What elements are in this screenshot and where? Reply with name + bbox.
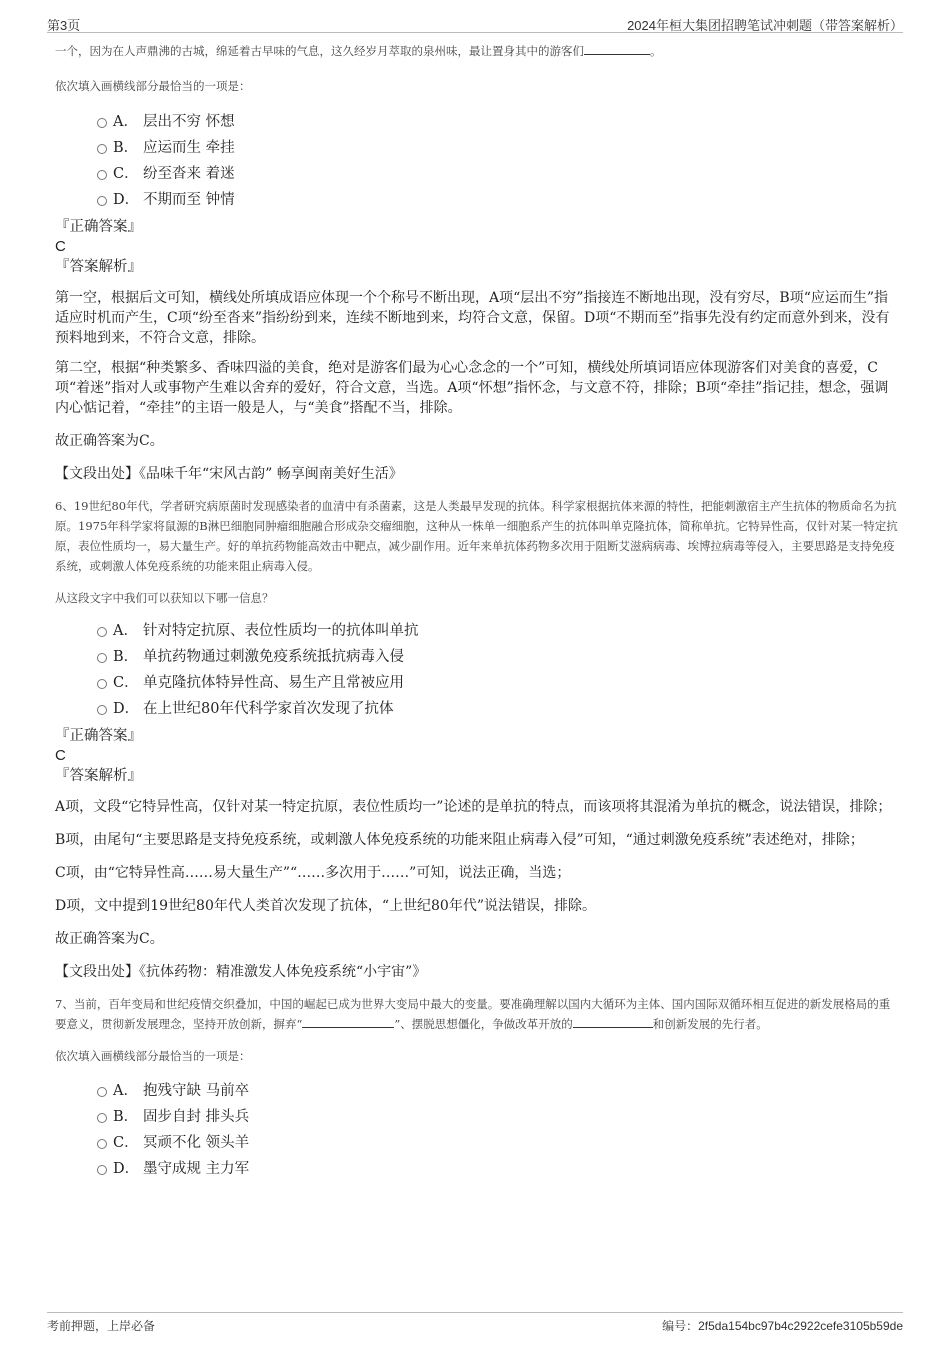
q6-passage: 6、19世纪80年代，学者研究病原菌时发现感染者的血清中有杀菌素，这是人类最早发现的抗体。科学家根据抗体来源的特性，把能刺激宿主产生抗体的物质命名为抗原。1975年科学家将鼠源的B淋巴细胞同肿瘤细胞融合形成杂交瘤细胞，这种从一株单一细胞系产生的抗体叫单克隆抗体，简称单抗。它特异性高，仅针对某一特定抗原，表位性质均一，易大量生产。好的单抗药物能高效击中靶点，减少副作用。近年来单抗体药物多次用于阻断艾滋病病毒、埃博拉病毒等侵入，主要思路是支持免疫系统，或刺激人体免疫系统的功能来阻止病毒入侵。 [55,499,898,573]
q6-analysis-label: 『答案解析』 [55,768,142,784]
q5-analysis-1: 第一空，根据后文可知，横线处所填成语应体现一个个称号不断出现，A项“层出不穷”指接连不断地出现，没有穷尽，B项“应运而生”指适应时机而产生，C项“纷至沓来”指纷纷到来，连续不断地到来，均符合文意，保留。D项“不期而至”指事先没有约定而意外到来，没有预料地到来，不符合文意，排除。 [55,290,890,346]
q5-analysis-3: 故正确答案为C。 [55,433,164,449]
page-footer [47,1312,903,1335]
q6-option-d[interactable]: D． 在上世纪80年代科学家首次发现了抗体 [55,696,898,722]
q7-option-a[interactable]: A． 抱残守缺 马前卒 [55,1078,898,1104]
radio-icon[interactable] [97,627,107,637]
q7-text-a: 7、当前，百年变局和世纪疫情交织叠加，中国的崛起已成为世界大变局中最大的变量。要准确理解以国内大循环为主体、国内国际双循环相互促进的新发展格局的重要意义，贯彻新发展理念，坚持开放创新，摒弃“ [55,997,891,1031]
q6-prompt: 从这段文字中我们可以获知以下哪一信息？ [55,591,274,605]
radio-icon[interactable] [97,1165,107,1175]
radio-icon[interactable] [97,679,107,689]
q7-passage [55,994,898,1034]
q5-source: 【文段出处】《品味千年“宋风古韵” 畅享闽南美好生活》 [55,466,403,482]
q6-options [55,618,898,722]
q5-option-a[interactable]: A． 层出不穷 怀想 [55,109,898,135]
document-code [662,1317,903,1334]
q7-blank-1 [302,1015,394,1028]
q5-answer: C [55,238,66,255]
radio-icon[interactable] [97,1139,107,1149]
page-number: 第3页 [47,18,81,33]
code-value: 2f5da154bc97b4c2922cefe3105b59de [698,1319,903,1333]
radio-icon[interactable] [97,118,107,128]
q6-answer: C [55,747,66,764]
page-header [47,12,903,33]
q5-passage-tail [55,41,898,61]
q5-passage-text: 一个，因为在人声鼎沸的古城，绵延着古早味的气息，这久经岁月萃取的泉州味，最让置身其中的游客们 [55,44,584,58]
radio-icon[interactable] [97,1113,107,1123]
document-body [55,41,898,1182]
q6-source: 【文段出处】《抗体药物：精准激发人体免疫系统“小宇宙”》 [55,964,427,980]
q7-option-d[interactable]: D． 墨守成规 主力军 [55,1156,898,1182]
q6-analysis-1: A项，文段“它特异性高，仅针对某一特定抗原，表位性质均一”论述的是单抗的特点，而该项将其混淆为单抗的概念，说法错误，排除； [55,799,892,815]
q7-text-b: ”、摆脱思想僵化，争做改革开放的 [394,1017,573,1031]
q5-option-d[interactable]: D． 不期而至 钟情 [55,187,898,213]
radio-icon[interactable] [97,196,107,206]
q6-analysis-5: 故正确答案为C。 [55,931,164,947]
q5-analysis-2: 第二空，根据“种类繁多、香味四溢的美食，绝对是游客们最为心心念念的一个”可知，横线处所填词语应体现游客们对美食的喜爱，C项“着迷”指对人或事物产生难以舍弃的爱好，符合文意，当选。A项“怀想”指怀念，与文意不符，排除；B项“牵挂”指记挂，想念，强调内心惦记着，“牵挂”的主语一般是人，与“美食”搭配不当，排除。 [55,360,889,416]
q6-analysis-4: D项，文中提到19世纪80年代人类首次发现了抗体，“上世纪80年代”说法错误，排除。 [55,898,596,914]
q7-options [55,1078,898,1182]
document-title: 2024年桓大集团招聘笔试冲刺题（带答案解析） [627,18,903,33]
q5-blank [584,42,650,55]
q5-options [55,109,898,213]
q6-option-b[interactable]: B． 单抗药物通过刺激免疫系统抵抗病毒入侵 [55,644,898,670]
q7-option-c[interactable]: C． 冥顽不化 领头羊 [55,1130,898,1156]
q5-analysis-label: 『答案解析』 [55,259,142,275]
q5-answer-label: 『正确答案』 [55,219,142,235]
q6-option-c[interactable]: C． 单克隆抗体特异性高、易生产且常被应用 [55,670,898,696]
radio-icon[interactable] [97,705,107,715]
radio-icon[interactable] [97,1087,107,1097]
q5-option-c[interactable]: C． 纷至沓来 着迷 [55,161,898,187]
q5-passage-end: 。 [650,44,662,58]
q6-answer-label: 『正确答案』 [55,728,142,744]
q7-prompt: 依次填入画横线部分最恰当的一项是： [55,1049,251,1063]
q6-analysis-2: B项，由尾句“主要思路是支持免疫系统，或刺激人体免疫系统的功能来阻止病毒入侵”可知，“通过刺激免疫系统”表述绝对，排除； [55,832,864,848]
footer-slogan: 考前押题，上岸必备 [47,1319,156,1333]
q7-text-c: 和创新发展的先行者。 [652,1017,768,1031]
radio-icon[interactable] [97,144,107,154]
q6-analysis-3: C项，由“它特异性高……易大量生产”“……多次用于……”可知，说法正确，当选； [55,865,571,881]
code-label: 编号： [662,1319,699,1333]
q7-blank-2 [573,1015,653,1028]
q6-option-a[interactable]: A． 针对特定抗原、表位性质均一的抗体叫单抗 [55,618,898,644]
q5-option-b[interactable]: B． 应运而生 牵挂 [55,135,898,161]
radio-icon[interactable] [97,653,107,663]
q5-prompt: 依次填入画横线部分最恰当的一项是： [55,79,251,93]
radio-icon[interactable] [97,170,107,180]
q7-option-b[interactable]: B． 固步自封 排头兵 [55,1104,898,1130]
